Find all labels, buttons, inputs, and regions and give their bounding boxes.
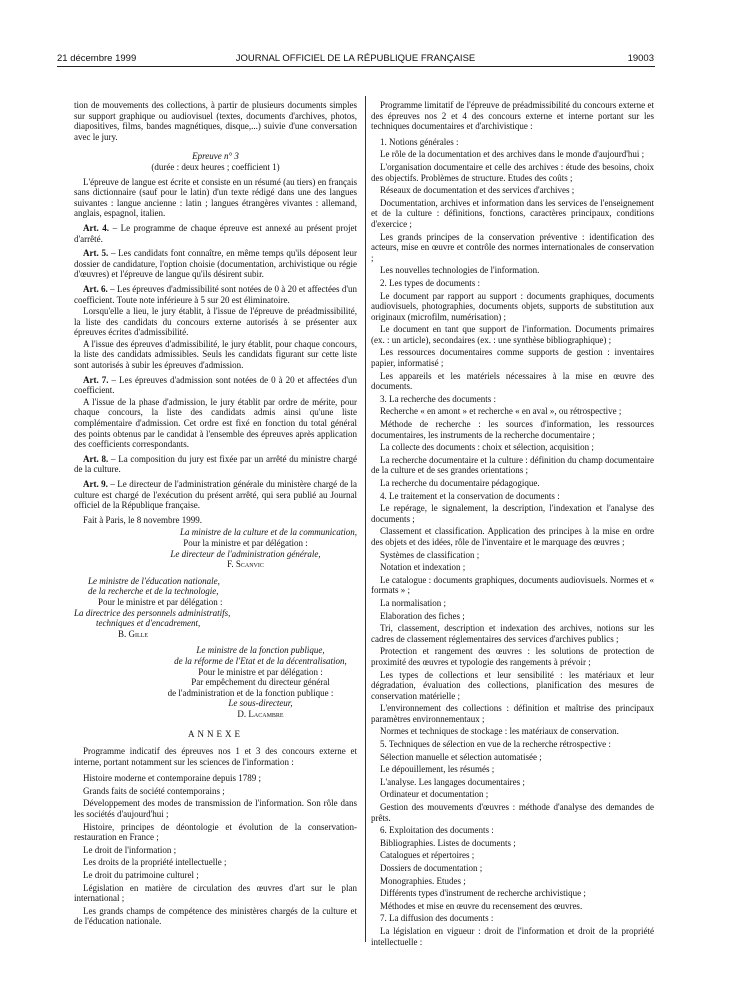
page-number: 19003 xyxy=(627,53,654,64)
fait-a-paris: Fait à Paris, le 8 novembre 1999. xyxy=(83,514,202,525)
signature-line: La ministre de la culture et de la communication, xyxy=(179,527,357,538)
epreuve-subtitle: (durée : deux heures ; coefficient 1) xyxy=(151,161,280,172)
article-label: Art. 4. xyxy=(83,222,110,233)
signature-line: Le directeur de l'administration générale, xyxy=(170,548,321,559)
signature-line: Le sous-directeur, xyxy=(228,698,293,709)
section-heading: 5. Techniques de sélection en vue de la recherche rétrospective : xyxy=(380,739,611,750)
list-item: Monographies. Etudes ; xyxy=(380,875,466,886)
article-7-paragraph: A l'issue de la phase d'admission, le jury établit par ordre de mérite, pour chaque concours, la liste des candidats admis ainsi qu'une liste complémentaire d'admission. Cet ordre est fixé en fonction du total général des points obtenus par le candidat à l'ensemble des épreuves après application des coefficients correspondants. xyxy=(74,396,357,450)
article-9 xyxy=(74,479,357,511)
list-item: Histoire moderne et contemporaine depuis 1789 ; xyxy=(83,773,261,784)
epreuve-text: L'épreuve de langue est écrite et consiste en un résumé (au tiers) en français sans dictionnaire (sauf pour le latin) d'un texte rédigé dans une des langues suivantes : langue ancienne : latin ; langues étrangères vivantes : allemand, anglais, espagnol, italien. xyxy=(74,176,357,219)
column-rule xyxy=(365,96,366,942)
list-item: Catalogues et répertoires ; xyxy=(380,850,475,861)
list-item: Le catalogue : documents graphiques, documents audiovisuels. Normes et « formats » ; xyxy=(371,574,654,596)
list-item: Documentation, archives et information dans les services de l'enseignement et de la culture : définitions, fonctions, caractères principaux, conditions d'exercice ; xyxy=(371,197,654,229)
list-item: Grands faits de société contemporains ; xyxy=(83,785,225,796)
signature-line: de la réforme de l'Etat et de la décentralisation, xyxy=(174,655,347,666)
list-item: Le document en tant que support de l'information. Documents primaires (ex. : un article), secondaires (ex. : une synthèse bibliographique) ; xyxy=(371,324,654,345)
right-column xyxy=(371,100,654,949)
list-item: Ordinateur et documentation ; xyxy=(380,789,489,800)
list-item: Les grands principes de la conservation préventive : identification des acteurs, mise en œuvre et contrôle des normes internationales de conservation ; xyxy=(371,231,654,263)
signature-line: Le ministre de la fonction publique, xyxy=(196,645,325,656)
list-item: La législation en vigueur : droit de l'information et droit de la propriété intellectuelle : xyxy=(371,925,654,947)
list-item: Les droits de la propriété intellectuelle ; xyxy=(83,857,227,868)
signature-block-education xyxy=(74,576,357,640)
signature-line: La directrice des personnels administratifs, xyxy=(74,607,231,618)
signature-line: Pour le ministre et par délégation : xyxy=(98,596,223,607)
programme-list xyxy=(371,137,654,947)
signature-block-culture xyxy=(74,527,357,569)
list-item: Le repérage, le signalement, la description, l'indexation et l'analyse des documents ; xyxy=(371,503,654,524)
signatory-name: D. Lacambre xyxy=(237,708,284,719)
list-item: La recherche documentaire et la culture : définition du champ documentaire de la culture et de ses grandes orientations ; xyxy=(371,454,654,476)
list-item: Tri, classement, description et indexation des archives, notions sur les cadres de classement réglementaires des services d'archives publics ; xyxy=(371,623,654,644)
list-item: Les ressources documentaires comme supports de gestion : inventaires papier, informatisé ; xyxy=(371,347,654,369)
list-item: Protection et rangement des œuvres : les solutions de protection de proximité des œuvres et typologie des rangements à prévoir ; xyxy=(371,646,654,667)
list-item: Elaboration des fiches ; xyxy=(380,610,465,621)
list-item: Bibliographies. Listes de documents ; xyxy=(380,837,516,848)
journal-title: JOURNAL OFFICIEL DE LA RÉPUBLIQUE FRANÇAISE xyxy=(235,53,476,64)
list-item: Les types de collections et leur sensibilité : les matériaux et leur dégradation, évaluation des collections, planification des mesures de conservation matérielle ; xyxy=(371,669,654,701)
list-item: Le droit du patrimoine culturel ; xyxy=(83,870,199,880)
section-heading: 1. Notions générales : xyxy=(380,136,459,147)
list-item: Recherche « en amont » et recherche « en aval », ou rétrospective ; xyxy=(380,406,622,417)
signature-line: Par empêchement du directeur général xyxy=(191,677,330,688)
list-item: Les grands champs de compétence des ministères chargés de la culture et de l'éducation nationale. xyxy=(74,905,357,927)
list-item: Gestion des mouvements d'œuvres : méthode d'analyse des demandes de prêts. xyxy=(371,802,654,823)
header-date: 21 décembre 1999 xyxy=(57,53,137,64)
article-text: – Les candidats font connaître, en même temps qu'ils déposent leur dossier de candidature, l'option choisie (documentation, archivistique ou régie d'œuvres) et l'épreuve de langue qu'ils désirent subir. xyxy=(74,248,357,280)
section-heading: 3. La recherche des documents : xyxy=(380,393,496,404)
article-6-paragraph: A l'issue des épreuves d'admissibilité, le jury établit, pour chaque concours, la liste des candidats admissibles. Seuls les candidats figurant sur cette liste sont autorisés à subir les épreuves d'admission. xyxy=(74,338,357,371)
header-rule xyxy=(57,66,655,67)
list-item: Réseaux de documentation et des services d'archives ; xyxy=(380,185,575,196)
signatory-name: F. Scanvic xyxy=(227,559,264,570)
list-item: L'analyse. Les langages documentaires ; xyxy=(380,776,525,787)
list-item: Les appareils et les matériels nécessaires à la mise en œuvre des documents. xyxy=(371,370,654,392)
article-label: Art. 5. xyxy=(83,248,109,259)
article-label: Art. 9. xyxy=(83,479,108,489)
signature-line: de l'administration et de la fonction publique : xyxy=(167,687,334,698)
list-item: L'organisation documentaire et celle des archives : étude des besoins, choix des objectifs. Problèmes de structure. Etudes des coûts ; xyxy=(371,161,654,183)
list-item: La normalisation ; xyxy=(380,597,446,608)
list-item: Législation en matière de circulation des œuvres d'art sur le plan international ; xyxy=(74,882,357,904)
list-item: Méthode de recherche : les sources d'information, les ressources documentaires, les instruments de la recherche documentaire ; xyxy=(371,419,654,440)
article-text: – Les épreuves d'admissibilité sont notées de 0 à 20 et affectées d'un coefficient. Toute note inférieure à 5 sur 20 est éliminatoire. xyxy=(74,283,357,305)
list-item: Sélection manuelle et sélection automatisée ; xyxy=(380,751,542,762)
list-item: La collecte des documents : choix et sélection, acquisition ; xyxy=(380,442,594,453)
list-item: Dossiers de documentation ; xyxy=(380,863,483,873)
list-item: Les nouvelles technologies de l'information. xyxy=(380,265,540,276)
article-text: – Les épreuves d'admission sont notées de 0 à 20 et affectées d'un coefficient. xyxy=(74,374,357,396)
article-5 xyxy=(74,248,357,280)
programme-intro: Programme limitatif de l'épreuve de préadmissibilité du concours externe et des épreuves nos 2 et 4 des concours externe et interne portant sur les techniques documentaires et d'archivistique : xyxy=(371,100,654,132)
signature-line: Le ministre de l'éducation nationale, xyxy=(88,575,220,586)
article-6 xyxy=(74,284,357,305)
section-heading: 4. Le traitement et la conservation de documents : xyxy=(380,490,560,501)
article-4 xyxy=(74,223,357,244)
article-label: Art. 7. xyxy=(83,374,109,385)
section-heading: 7. La diffusion des documents : xyxy=(380,913,494,924)
list-item: La recherche du documentaire pédagogique. xyxy=(380,478,540,488)
section-heading: 6. Exploitation des documents : xyxy=(380,825,494,836)
article-text: – Le directeur de l'administration générale du ministère chargé de la culture est chargé de l'exécution du présent arrêté, qui sera publié au Journal officiel de la République française. xyxy=(74,479,357,511)
article-7 xyxy=(74,375,357,396)
annexe-heading: ANNEXE xyxy=(188,729,243,740)
signature-line: de la recherche et de la technologie, xyxy=(88,586,219,597)
list-item: Histoire, principes de déontologie et évolution de la conservation-restauration en France ; xyxy=(74,821,357,843)
list-item: Le droit de l'information ; xyxy=(83,844,177,855)
list-item: Le document par rapport au support : documents graphiques, documents audiovisuels, photographies, documents objets, supports de substitution aux originaux (microfilm, numérisation) ; xyxy=(371,290,654,322)
intro-paragraph: tion de mouvements des collections, à partir de plusieurs documents simples sur support graphique ou audiovisuel (textes, documents d'archives, photos, diapositives, films, bandes magnétiques, disque,...) suivie d'une conversation avec le jury. xyxy=(74,100,357,142)
article-8 xyxy=(74,454,357,475)
list-item: Notation et indexation ; xyxy=(380,562,466,573)
article-label: Art. 6. xyxy=(83,283,108,294)
article-text: – La composition du jury est fixée par un arrêté du ministre chargé de la culture. xyxy=(74,453,357,475)
list-item: Classement et classification. Application des principes à la mise en ordre des objets et des idées, rôle de l'inventaire et le marquage des œuvres ; xyxy=(371,526,654,547)
article-label: Art. 8. xyxy=(83,453,109,464)
section-heading: 2. Les types de documents : xyxy=(380,277,480,288)
signature-line: techniques et d'encadrement, xyxy=(96,618,201,629)
list-item: Le dépouillement, les résumés ; xyxy=(380,764,495,775)
list-item: Développement des modes de transmission de l'information. Son rôle dans les sociétés d'aujourd'hui ; xyxy=(74,798,357,820)
list-item: Systèmes de classification ; xyxy=(380,549,480,560)
list-item: Méthodes et mise en œuvre du recensement des œuvres. xyxy=(380,900,583,911)
left-column xyxy=(74,100,357,929)
signature-line: Pour le ministre et par délégation : xyxy=(198,666,323,677)
list-item: Différents types d'instrument de recherche archivistique ; xyxy=(380,888,586,899)
list-item: L'environnement des collections : définition et maîtrise des principaux paramètres environnementaux ; xyxy=(371,703,654,724)
running-header xyxy=(57,53,654,67)
article-text: – Le programme de chaque épreuve est annexé au présent projet d'arrêté. xyxy=(74,222,357,244)
article-6-paragraph: Lorsqu'elle a lieu, le jury établit, à l'issue de l'épreuve de préadmissibilité, la liste des candidats du concours externe autorisés à se présenter aux épreuves écrites d'admissibilité. xyxy=(74,306,357,338)
epreuve-title: Epreuve n° 3 xyxy=(192,151,239,162)
list-item: Normes et techniques de stockage : les matériaux de conservation. xyxy=(380,726,619,737)
annexe-intro: Programme indicatif des épreuves nos 1 et 3 des concours externe et interne, portant notamment sur les sciences de l'information : xyxy=(74,746,357,767)
signature-line: Pour la ministre et par délégation : xyxy=(183,537,308,548)
signatory-name: B. Gille xyxy=(118,628,148,639)
signature-block-fonction-publique xyxy=(74,645,357,719)
list-item: Le rôle de la documentation et des archives dans le monde d'aujourd'hui ; xyxy=(380,149,645,160)
